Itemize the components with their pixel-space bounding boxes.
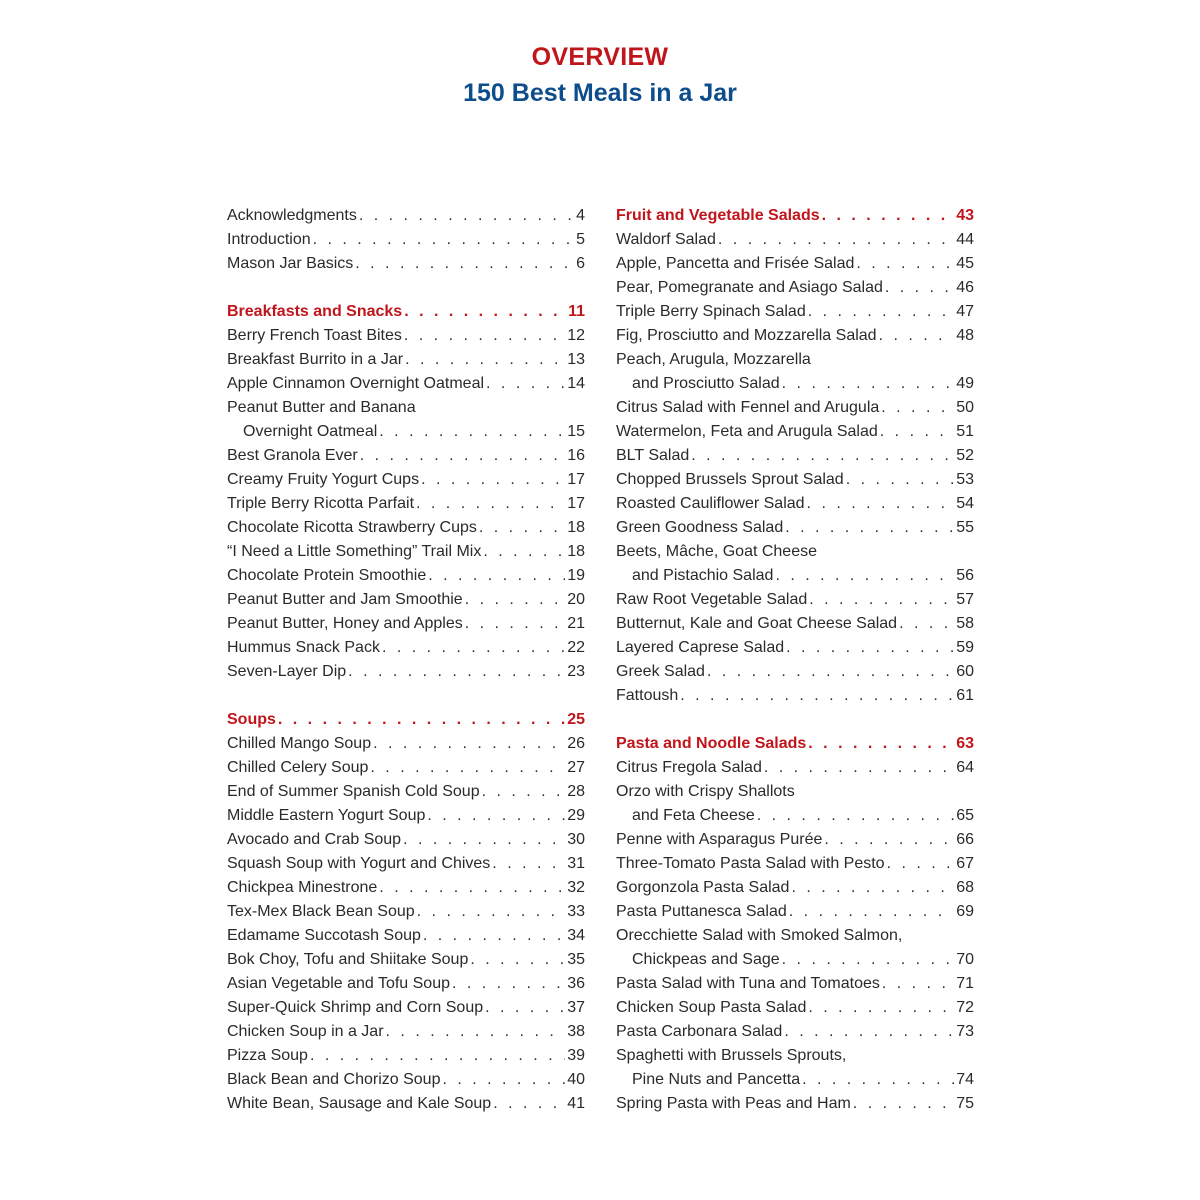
toc-entry[interactable]: Apple, Pancetta and Frisée Salad . . . 45 xyxy=(616,252,974,276)
toc-entry[interactable]: Three-Tomato Pasta Salad with Pesto . . . 67 xyxy=(616,852,974,876)
toc-entry[interactable]: Best Granola Ever . . . 16 xyxy=(227,444,585,468)
toc-entry-continuation[interactable]: Pine Nuts and Pancetta . . . 74 xyxy=(616,1068,974,1092)
book-title: 150 Best Meals in a Jar xyxy=(463,79,737,107)
toc-entry[interactable]: Pasta Carbonara Salad . . . 73 xyxy=(616,1020,974,1044)
toc-entry[interactable]: Avocado and Crab Soup . . . 30 xyxy=(227,828,585,852)
toc-entry[interactable]: Chocolate Ricotta Strawberry Cups . . . 18 xyxy=(227,516,585,540)
toc-entry[interactable]: Roasted Cauliflower Salad . . . 54 xyxy=(616,492,974,516)
toc-right-column xyxy=(616,204,974,1116)
toc-entry[interactable]: Spring Pasta with Peas and Ham . . . 75 xyxy=(616,1092,974,1116)
toc-entry[interactable]: Chicken Soup in a Jar . . . 38 xyxy=(227,1020,585,1044)
toc-entry-continuation[interactable]: Chickpeas and Sage . . . 70 xyxy=(616,948,974,972)
toc-entry-first-line[interactable]: Orzo with Crispy Shallots xyxy=(616,783,795,800)
toc-entry[interactable]: Raw Root Vegetable Salad . . . 57 xyxy=(616,588,974,612)
toc-entry[interactable]: Super-Quick Shrimp and Corn Soup . . . 37 xyxy=(227,996,585,1020)
toc-entry[interactable]: Triple Berry Ricotta Parfait . . . 17 xyxy=(227,492,585,516)
toc-entry[interactable]: Butternut, Kale and Goat Cheese Salad . . . 58 xyxy=(616,612,974,636)
toc-entry[interactable]: Hummus Snack Pack . . . 22 xyxy=(227,636,585,660)
toc-section-breakfasts[interactable]: Breakfasts and Snacks . . . 11 xyxy=(227,300,585,324)
toc-entry[interactable]: Chocolate Protein Smoothie . . . 19 xyxy=(227,564,585,588)
toc-entry-continuation[interactable]: Overnight Oatmeal . . . 15 xyxy=(227,420,585,444)
toc-entry[interactable]: Chilled Mango Soup . . . 26 xyxy=(227,732,585,756)
toc-entry[interactable]: Pear, Pomegranate and Asiago Salad . . . 46 xyxy=(616,276,974,300)
toc-entry[interactable]: Creamy Fruity Yogurt Cups . . . 17 xyxy=(227,468,585,492)
toc-entry[interactable]: Bok Choy, Tofu and Shiitake Soup . . . 35 xyxy=(227,948,585,972)
toc-entry[interactable]: Penne with Asparagus Purée . . . 66 xyxy=(616,828,974,852)
toc-entry[interactable]: Chilled Celery Soup . . . 27 xyxy=(227,756,585,780)
toc-entry-introduction[interactable]: Introduction . . . 5 xyxy=(227,228,585,252)
toc-entry[interactable]: Chicken Soup Pasta Salad . . . 72 xyxy=(616,996,974,1020)
toc-entry-continuation[interactable]: and Feta Cheese . . . 65 xyxy=(616,804,974,828)
toc-section-pasta[interactable]: Pasta and Noodle Salads . . . 63 xyxy=(616,732,974,756)
toc-entry[interactable]: Pasta Puttanesca Salad . . . 69 xyxy=(616,900,974,924)
toc-entry[interactable]: “I Need a Little Something” Trail Mix . . . 18 xyxy=(227,540,585,564)
toc-entry[interactable]: Edamame Succotash Soup . . . 34 xyxy=(227,924,585,948)
toc-entry[interactable]: Berry French Toast Bites . . . 12 xyxy=(227,324,585,348)
page-title: OVERVIEW xyxy=(531,43,669,71)
toc-left-column xyxy=(227,204,585,1116)
toc-entry[interactable]: Pasta Salad with Tuna and Tomatoes . . . 71 xyxy=(616,972,974,996)
toc-entry[interactable]: Layered Caprese Salad . . . 59 xyxy=(616,636,974,660)
page-header xyxy=(0,40,1200,110)
toc-entry[interactable]: Middle Eastern Yogurt Soup . . . 29 xyxy=(227,804,585,828)
toc-entry[interactable]: Gorgonzola Pasta Salad . . . 68 xyxy=(616,876,974,900)
toc-entry[interactable]: Citrus Salad with Fennel and Arugula . . . 50 xyxy=(616,396,974,420)
toc-entry[interactable]: Seven-Layer Dip . . . 23 xyxy=(227,660,585,684)
toc-entry[interactable]: BLT Salad . . . 52 xyxy=(616,444,974,468)
toc-entry-first-line[interactable]: Beets, Mâche, Goat Cheese xyxy=(616,543,817,560)
toc-entry-first-line[interactable]: Peach, Arugula, Mozzarella xyxy=(616,351,811,368)
toc-entry[interactable]: Watermelon, Feta and Arugula Salad . . . 51 xyxy=(616,420,974,444)
toc-entry-mason-jar-basics[interactable]: Mason Jar Basics . . . 6 xyxy=(227,252,585,276)
toc-entry[interactable]: Breakfast Burrito in a Jar . . . 13 xyxy=(227,348,585,372)
toc-entry-first-line[interactable]: Orecchiette Salad with Smoked Salmon, xyxy=(616,927,903,944)
toc-section-salads[interactable]: Fruit and Vegetable Salads . . . 43 xyxy=(616,204,974,228)
toc-entry-continuation[interactable]: and Pistachio Salad . . . 56 xyxy=(616,564,974,588)
toc-entry[interactable]: Peanut Butter, Honey and Apples . . . 21 xyxy=(227,612,585,636)
toc-entry-continuation[interactable]: and Prosciutto Salad . . . 49 xyxy=(616,372,974,396)
toc-entry[interactable]: Pizza Soup . . . 39 xyxy=(227,1044,585,1068)
toc-entry[interactable]: Fattoush . . . 61 xyxy=(616,684,974,708)
toc-entry[interactable]: End of Summer Spanish Cold Soup . . . 28 xyxy=(227,780,585,804)
toc-entry[interactable]: Triple Berry Spinach Salad . . . 47 xyxy=(616,300,974,324)
toc-entry[interactable]: Greek Salad . . . 60 xyxy=(616,660,974,684)
toc-entry[interactable]: Waldorf Salad . . . 44 xyxy=(616,228,974,252)
toc-entry-acknowledgments[interactable]: Acknowledgments . . . 4 xyxy=(227,204,585,228)
toc-entry[interactable]: Peanut Butter and Jam Smoothie . . . 20 xyxy=(227,588,585,612)
toc-entry[interactable]: Chopped Brussels Sprout Salad . . . 53 xyxy=(616,468,974,492)
toc-section-soups[interactable]: Soups . . . 25 xyxy=(227,708,585,732)
toc-entry-first-line[interactable]: Spaghetti with Brussels Sprouts, xyxy=(616,1047,847,1064)
toc-entry[interactable]: Fig, Prosciutto and Mozzarella Salad . . . 48 xyxy=(616,324,974,348)
toc-entry[interactable]: Apple Cinnamon Overnight Oatmeal . . . 14 xyxy=(227,372,585,396)
toc-entry[interactable]: Squash Soup with Yogurt and Chives . . . 31 xyxy=(227,852,585,876)
toc-entry-first-line[interactable]: Peanut Butter and Banana xyxy=(227,399,416,416)
toc-entry[interactable]: Citrus Fregola Salad . . . 64 xyxy=(616,756,974,780)
toc-entry[interactable]: Asian Vegetable and Tofu Soup . . . 36 xyxy=(227,972,585,996)
toc-entry[interactable]: Green Goodness Salad . . . 55 xyxy=(616,516,974,540)
toc-entry[interactable]: Black Bean and Chorizo Soup . . . 40 xyxy=(227,1068,585,1092)
toc-entry[interactable]: Tex-Mex Black Bean Soup . . . 33 xyxy=(227,900,585,924)
toc-entry[interactable]: White Bean, Sausage and Kale Soup . . . 41 xyxy=(227,1092,585,1116)
toc-entry[interactable]: Chickpea Minestrone . . . 32 xyxy=(227,876,585,900)
